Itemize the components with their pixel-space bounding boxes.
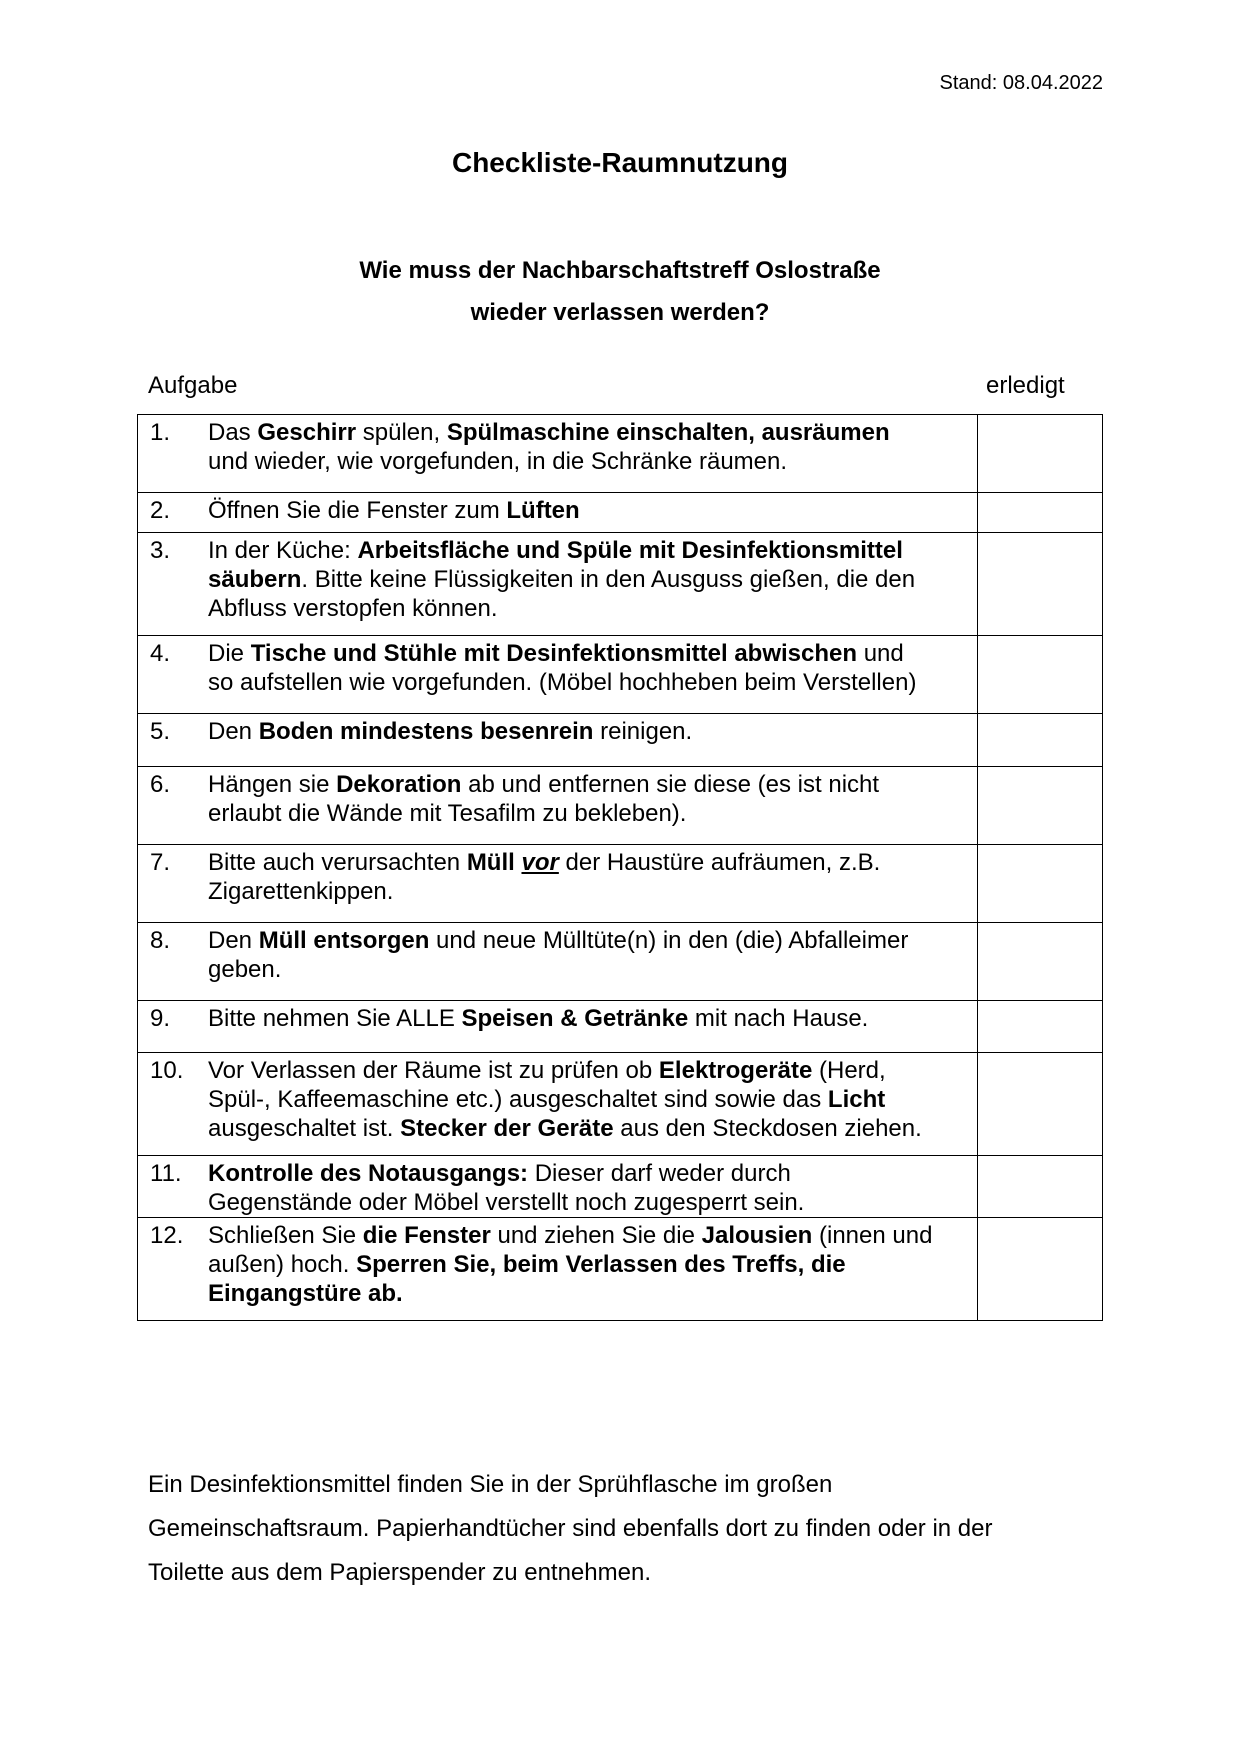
task-text: die Fenster [362, 1222, 491, 1249]
task-text: mit nach Hause. [688, 1005, 869, 1032]
task-cell [138, 1001, 978, 1053]
task-number: 3. [150, 537, 171, 564]
task-text: Elektrogeräte [658, 1057, 813, 1084]
task-text: aus den Steckdosen ziehen. [613, 1115, 922, 1142]
task-text: und [857, 640, 904, 667]
task-text: Schließen Sie [208, 1222, 363, 1249]
task-cell [138, 415, 978, 493]
task-number: 4. [150, 640, 171, 667]
task-text: Die [208, 640, 251, 667]
task-text: (Herd, [812, 1057, 886, 1084]
task-text: Dekoration [336, 771, 462, 798]
task-text: Das [208, 419, 258, 446]
task-text: . Bitte keine Flüssigkeiten in den Ausguss gießen, die den [301, 566, 916, 593]
task-text: Bitte nehmen Sie ALLE [208, 1005, 462, 1032]
column-header-done: erledigt [986, 372, 1065, 399]
task-number: 9. [150, 1005, 171, 1032]
column-header-task: Aufgabe [148, 372, 238, 399]
task-cell [138, 767, 978, 845]
task-text: Spülmaschine einschalten, ausräumen [446, 419, 890, 446]
task-text: Geschirr [257, 419, 357, 446]
document-date: Stand: 08.04.2022 [939, 72, 1103, 94]
checklist-row [138, 1156, 1103, 1218]
task-text: Jalousien [701, 1222, 813, 1249]
task-text: Speisen & Getränke [461, 1005, 689, 1032]
task-text: Dieser darf weder durch [528, 1160, 791, 1187]
task-text: der Haustüre aufräumen, z.B. [558, 849, 881, 876]
task-text: Müll [466, 849, 515, 876]
footer-line: Gemeinschaftsraum. Papierhandtücher sind ebenfalls dort zu finden oder in der [148, 1515, 993, 1542]
task-text: Müll entsorgen [258, 927, 430, 954]
task-number: 2. [150, 497, 171, 524]
task-text: Sperren Sie, beim Verlassen des Treffs, die [356, 1251, 846, 1278]
footer-note [148, 1463, 1078, 1595]
task-text: vor [521, 849, 559, 876]
done-checkbox-cell[interactable] [978, 1156, 1103, 1218]
task-text: In der Küche: [208, 537, 358, 564]
done-checkbox-cell[interactable] [978, 1053, 1103, 1156]
checklist-row [138, 636, 1103, 714]
task-text: Hängen sie [208, 771, 337, 798]
done-checkbox-cell[interactable] [978, 533, 1103, 636]
task-cell [138, 1053, 978, 1156]
task-cell [138, 714, 978, 767]
task-number: 6. [150, 771, 171, 798]
task-number: 1. [150, 419, 171, 446]
done-checkbox-cell[interactable] [978, 714, 1103, 767]
checklist-row [138, 1218, 1103, 1321]
checklist-row [138, 493, 1103, 533]
task-cell [138, 845, 978, 923]
done-checkbox-cell[interactable] [978, 845, 1103, 923]
task-cell [138, 493, 978, 533]
task-text: Spül-, Kaffeemaschine etc.) ausgeschaltet sind sowie das [208, 1086, 828, 1113]
done-checkbox-cell[interactable] [978, 493, 1103, 533]
task-cell [138, 1156, 978, 1218]
checklist-table [137, 414, 1103, 1321]
checklist-row [138, 533, 1103, 636]
task-text: Öffnen Sie die Fenster zum [208, 497, 507, 524]
checklist-row [138, 1001, 1103, 1053]
task-text: Vor Verlassen der Räume ist zu prüfen ob [208, 1057, 659, 1084]
task-text: Eingangstüre ab. [208, 1280, 403, 1307]
checklist-row [138, 767, 1103, 845]
task-text: und neue Mülltüte(n) in den (die) Abfalleimer [429, 927, 909, 954]
task-number: 7. [150, 849, 171, 876]
task-text: so aufstellen wie vorgefunden. (Möbel hochheben beim Verstellen) [208, 669, 917, 696]
subtitle-line: wieder verlassen werden? [470, 299, 770, 326]
task-text: (innen und [812, 1222, 933, 1249]
checklist-row [138, 1053, 1103, 1156]
task-text: Den [208, 927, 259, 954]
checklist-row [138, 714, 1103, 767]
done-checkbox-cell[interactable] [978, 636, 1103, 714]
task-text: ab und entfernen sie diese (es ist nicht [461, 771, 880, 798]
task-number: 12. [150, 1222, 184, 1249]
done-checkbox-cell[interactable] [978, 1218, 1103, 1321]
document-subtitle [0, 250, 1240, 334]
task-text: und ziehen Sie die [490, 1222, 702, 1249]
task-number: 8. [150, 927, 171, 954]
task-text: Zigarettenkippen. [208, 878, 394, 905]
task-number: 11. [150, 1160, 182, 1187]
task-text: säubern [208, 566, 302, 593]
task-text: Gegenstände oder Möbel verstellt noch zugesperrt sein. [208, 1189, 805, 1216]
task-text: Kontrolle des Notausgangs: [208, 1160, 529, 1187]
task-number: 10. [150, 1057, 184, 1084]
task-cell [138, 533, 978, 636]
task-text: Stecker der Geräte [400, 1115, 614, 1142]
task-text: Den [208, 718, 259, 745]
task-text: Boden mindestens besenrein [258, 718, 594, 745]
checklist-row [138, 923, 1103, 1001]
task-cell [138, 1218, 978, 1321]
task-text: Arbeitsfläche und Spüle mit Desinfektionsmittel [357, 537, 903, 564]
checklist-row [138, 845, 1103, 923]
task-text: ausgeschaltet ist. [208, 1115, 401, 1142]
footer-line: Ein Desinfektionsmittel finden Sie in der Sprühflasche im großen [148, 1471, 833, 1498]
task-text: außen) hoch. [208, 1251, 357, 1278]
done-checkbox-cell[interactable] [978, 767, 1103, 845]
task-text: Abfluss verstopfen können. [208, 595, 498, 622]
done-checkbox-cell[interactable] [978, 1001, 1103, 1053]
task-text: geben. [208, 956, 282, 983]
task-cell [138, 923, 978, 1001]
task-text: Tische und Stühle mit Desinfektionsmittel abwischen [250, 640, 858, 667]
task-text: erlaubt die Wände mit Tesafilm zu bekleben). [208, 800, 687, 827]
task-text: Bitte auch verursachten [208, 849, 467, 876]
task-text: spülen, [356, 419, 447, 446]
task-number: 5. [150, 718, 171, 745]
done-checkbox-cell[interactable] [978, 415, 1103, 493]
task-text: reinigen. [593, 718, 693, 745]
task-text: Lüften [506, 497, 580, 524]
checklist-row [138, 415, 1103, 493]
task-text: und wieder, wie vorgefunden, in die Schränke räumen. [208, 448, 788, 475]
task-text: Licht [827, 1086, 886, 1113]
footer-line: Toilette aus dem Papierspender zu entnehmen. [148, 1559, 651, 1586]
task-cell [138, 636, 978, 714]
document-title: Checkliste-Raumnutzung [451, 147, 789, 178]
done-checkbox-cell[interactable] [978, 923, 1103, 1001]
subtitle-line: Wie muss der Nachbarschaftstreff Oslostraße [359, 257, 881, 284]
